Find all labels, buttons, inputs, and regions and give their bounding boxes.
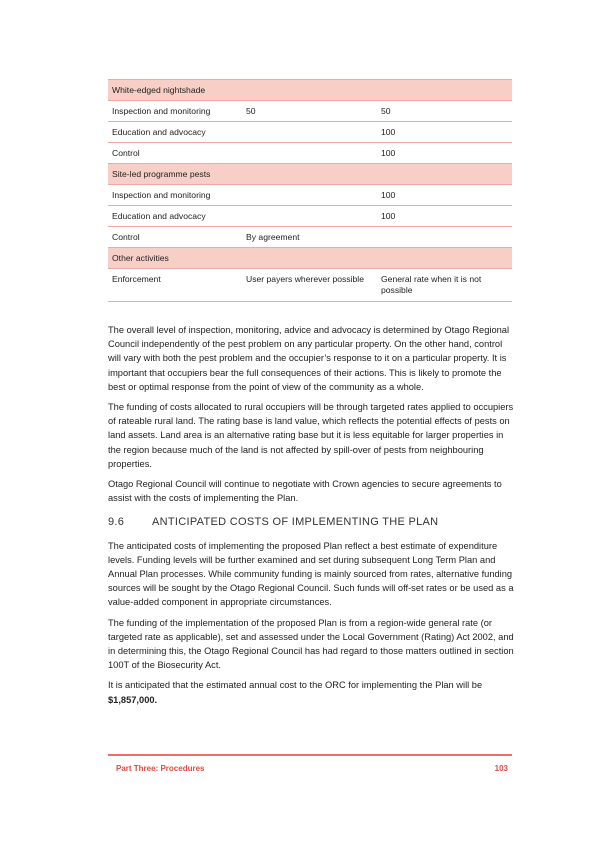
paragraph: The overall level of inspection, monitoring, advice and advocacy is determined by Otago Regional Council independently of the pest problem on any particular property. On the other hand, control will vary with both the pest problem and the occupier’s response to it on a particular property. It is important that occupiers bear the full consequences of their actions. This is likely to promote the best or optimal response from the point of view of the community as a whole. [108,325,510,392]
table-row [108,143,512,164]
footer-rule [108,754,512,756]
section-title: ANTICIPATED COSTS OF IMPLEMENTING THE PLAN [152,516,439,529]
paragraph-text: It is anticipated that the estimated annual cost to the ORC for implementing the Plan will be [108,680,483,691]
paragraph: The funding of the implementation of the proposed Plan is from a region-wide general rate (or targeted rate as applicable), set and assessed under the Local Government (Rating) Act 2002, and in determining this, the Otago Regional Council has had regard to those matters outlined in section 100T of the Biosecurity Act. [108,617,514,671]
activity-cell: Education and advocacy [112,211,206,221]
page-number: 103 [494,764,508,773]
value-cell-a: 50 [246,106,256,116]
value-cell-b: 100 [381,127,396,137]
paragraph: Otago Regional Council will continue to negotiate with Crown agencies to secure agreements to assist with the costs of implementing the Plan. [108,479,502,504]
value-cell-a: By agreement [246,232,300,242]
section-label: Other activities [112,253,169,263]
value-cell-b: 100 [381,190,396,200]
section-label: Site-led programme pests [112,169,211,179]
table-section-row [108,80,512,101]
paragraph: The funding of costs allocated to rural occupiers will be through targeted rates applied to occupiers of rateable rural land. The rating base is land value, which reflects the potential effects of pests on land assets. Land area is an alternative rating base but it is less equitable for larger properties in the region because much of the land is not affected by spill-over of pests from neighbouring properties. [108,402,514,469]
table-row [108,122,512,143]
activity-cell: Enforcement [112,274,161,284]
funding-table [108,79,512,302]
activity-cell: Control [112,148,140,158]
activity-cell: Education and advocacy [112,127,206,137]
table-section-row [108,248,512,269]
paragraph: The anticipated costs of implementing the proposed Plan reflect a best estimate of expenditure levels. Funding levels will be further examined and set during subsequent Long Term Plan and Annual Plan processes. While community funding is mainly sourced from rates, alternative funding sources will be sought by the Otago Regional Council. Such funds will off-set rates or be used as a value-added component in appropriate circumstances. [108,540,514,608]
table-row [108,185,512,206]
value-cell-a [245,211,381,226]
table-row [108,227,512,248]
value-cell-b: 100 [381,148,396,158]
activity-cell: Control [112,232,140,242]
table-row [108,206,512,227]
value-cell-b: General rate when it is not possible [381,274,482,295]
body-text [108,323,516,713]
table-section-row [108,164,512,185]
value-cell-b: 50 [381,106,391,116]
value-cell-a: User payers wherever possible [246,274,364,284]
section-heading [108,515,516,529]
value-cell-a [245,190,381,205]
footer-part-label: Part Three: Procedures [116,764,205,773]
value-cell-b [381,232,512,247]
section-label: White-edged nightshade [112,85,206,95]
section-number: 9.6 [108,516,125,529]
paragraph [108,678,516,706]
value-cell-a [245,127,381,142]
activity-cell: Inspection and monitoring [112,190,211,200]
cost-amount: $1,857,000. [108,694,158,705]
table-row [108,269,512,302]
table-row [108,101,512,122]
value-cell-b: 100 [381,211,396,221]
activity-cell: Inspection and monitoring [112,106,211,116]
value-cell-a [245,148,381,163]
